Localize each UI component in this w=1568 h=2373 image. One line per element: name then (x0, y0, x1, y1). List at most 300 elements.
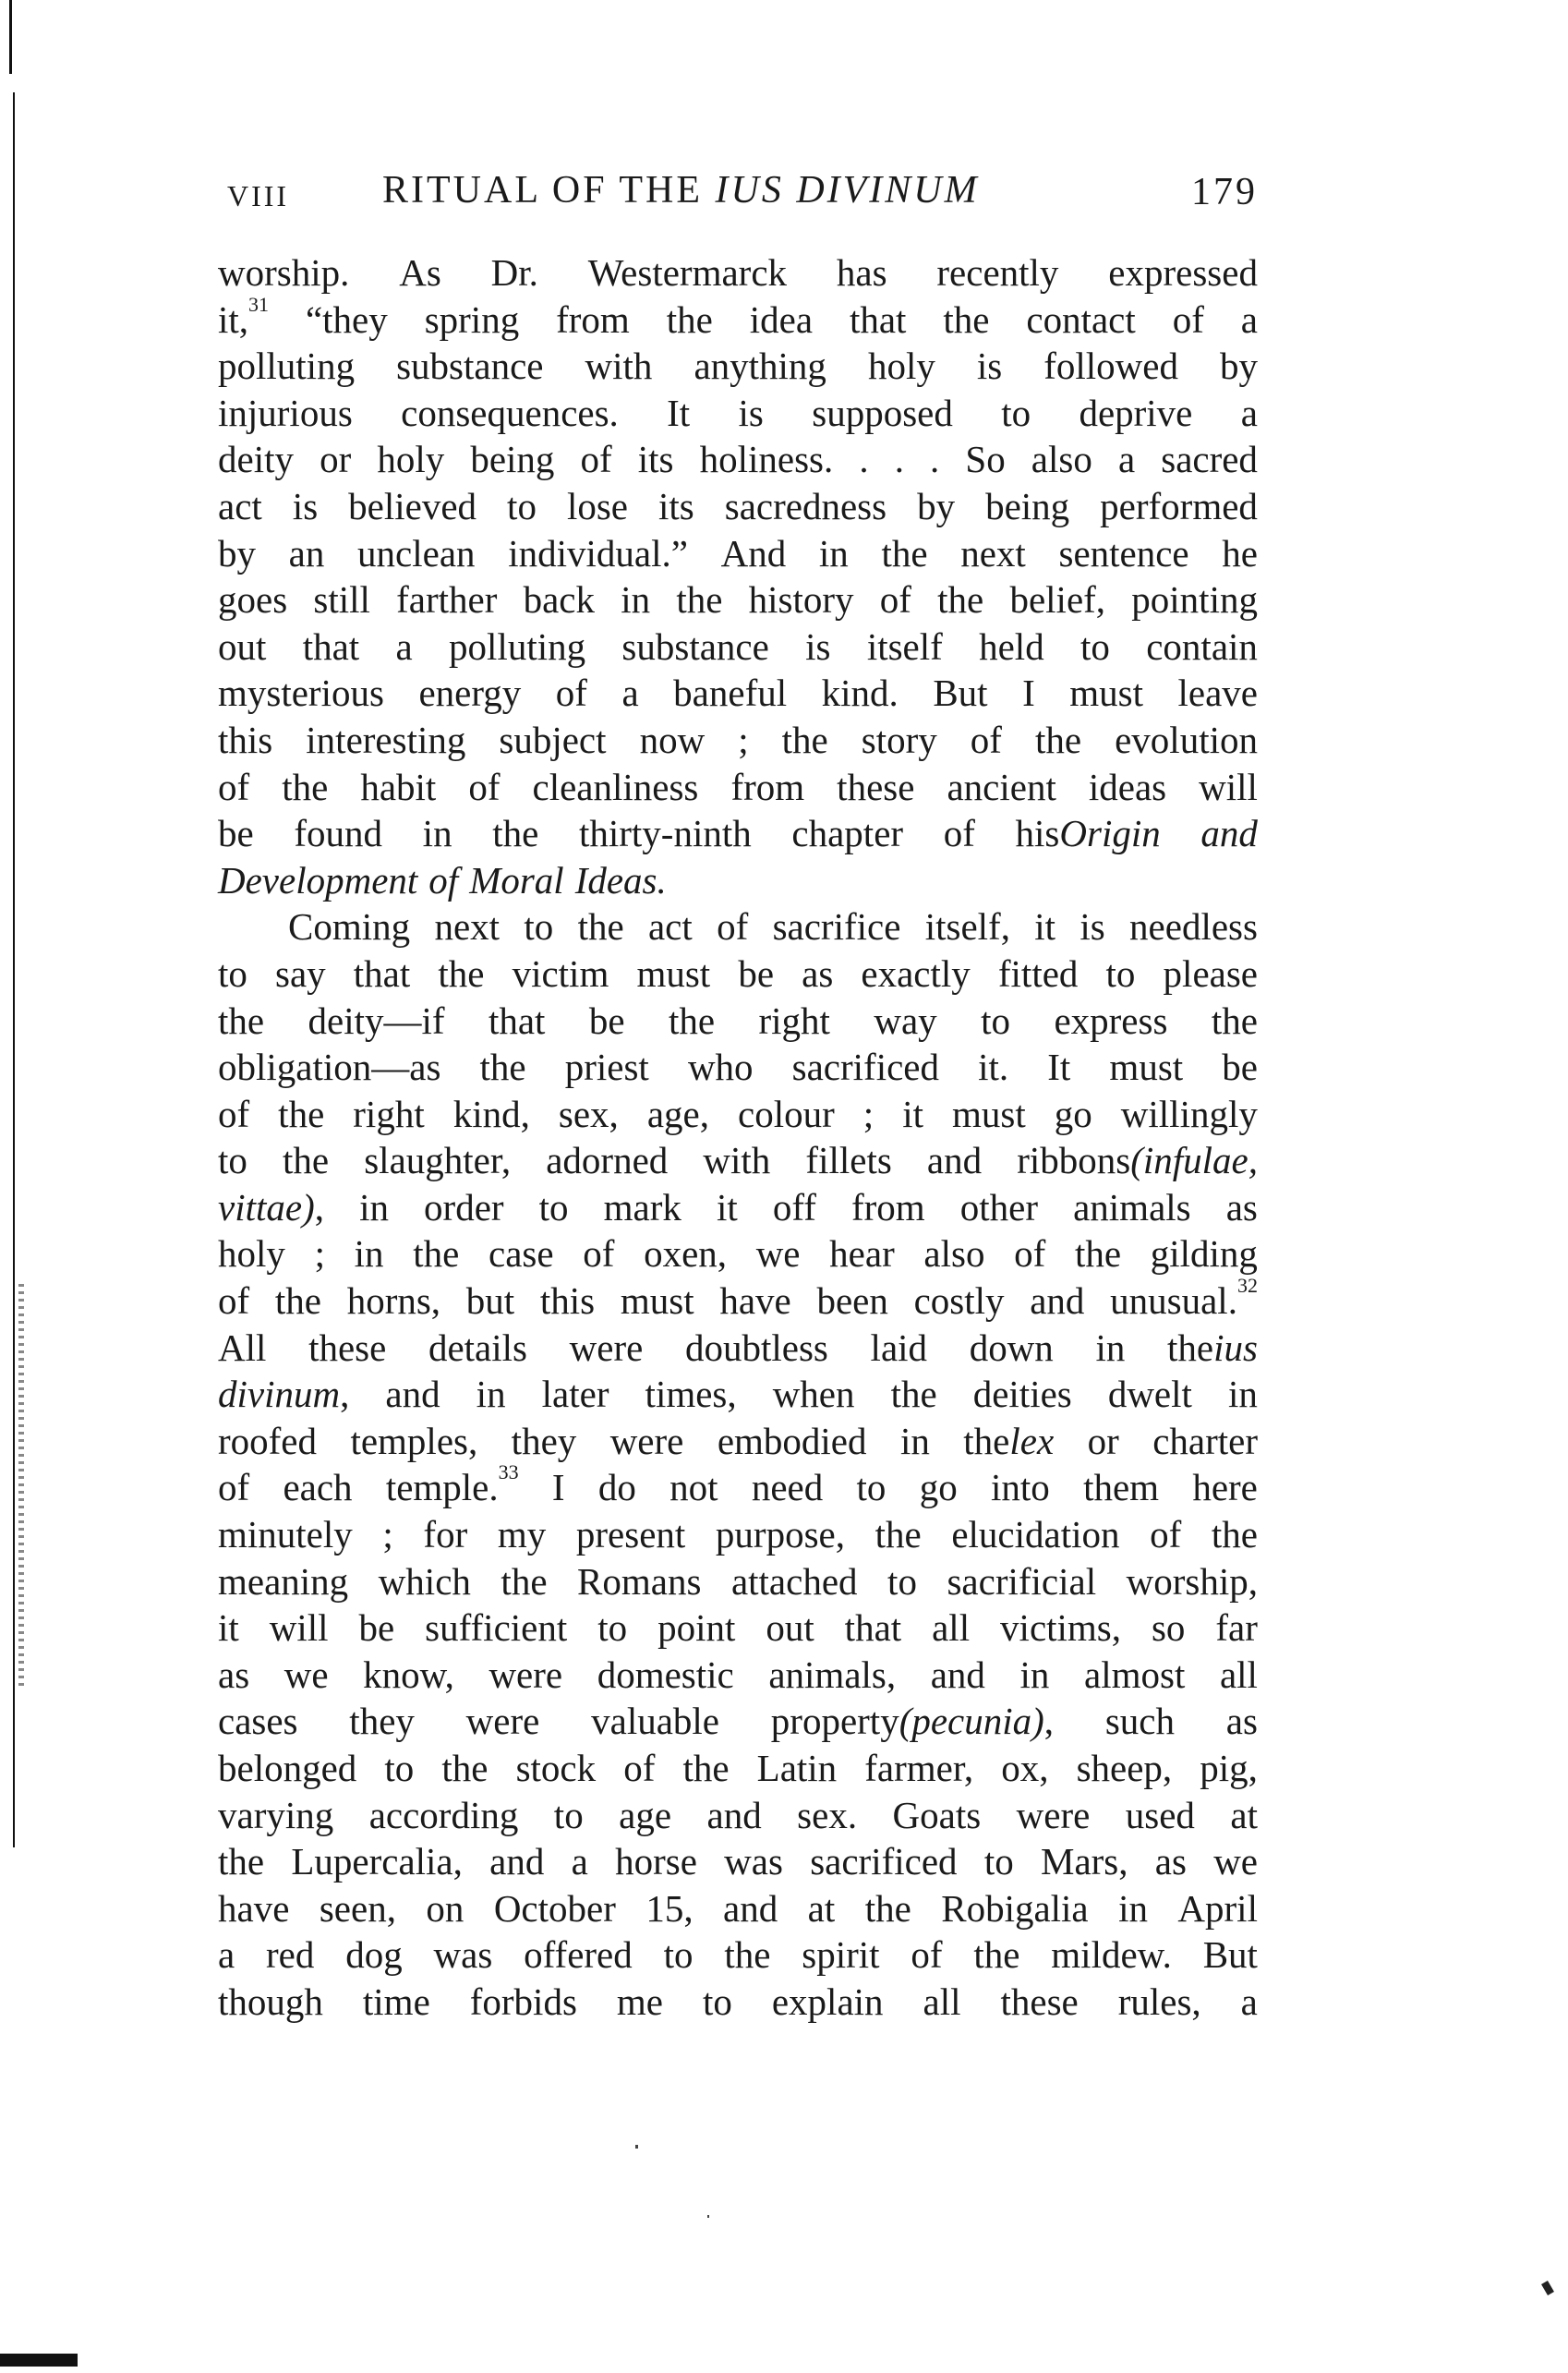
text: property (770, 1700, 899, 1743)
word (570, 1325, 644, 1372)
word (756, 1230, 801, 1277)
word (973, 1931, 1019, 1979)
text: the (413, 1232, 460, 1276)
text: to (1001, 391, 1031, 434)
text: attached (730, 1559, 858, 1603)
text: . (859, 438, 869, 481)
text: dwelt (1107, 1373, 1192, 1416)
text: must (636, 951, 711, 995)
text: a (218, 1933, 235, 1977)
word (1215, 1604, 1258, 1652)
word (572, 1838, 588, 1885)
word (1031, 436, 1092, 483)
text: substance (621, 624, 769, 668)
word (937, 576, 983, 624)
text: believed (348, 484, 477, 527)
text: in (1095, 1326, 1126, 1369)
text: sufficient (425, 1606, 568, 1650)
text: in (354, 1232, 384, 1276)
word (552, 1464, 565, 1511)
word (379, 1558, 471, 1605)
text: of (717, 905, 749, 949)
word (658, 483, 694, 530)
text: out (766, 1606, 814, 1650)
word (1075, 1230, 1121, 1277)
text: of (943, 812, 975, 855)
text: itself, (924, 905, 1010, 949)
text: this (218, 718, 273, 761)
word (1017, 1137, 1258, 1184)
text: April (1177, 1886, 1258, 1930)
word (717, 1184, 738, 1231)
text: embodied (717, 1419, 867, 1462)
text-line (218, 1044, 1258, 1091)
word (645, 1885, 693, 1932)
text: expressed (1108, 251, 1258, 294)
text: ribbons (1017, 1139, 1131, 1182)
word (423, 810, 452, 857)
word (1127, 1558, 1258, 1605)
word (291, 1838, 463, 1885)
text: has (836, 251, 887, 294)
text: of (911, 1933, 943, 1977)
word (282, 764, 328, 811)
text: roofed (218, 1419, 318, 1462)
word (621, 624, 768, 671)
text: contact (1026, 297, 1136, 341)
italic-text: of (428, 858, 459, 902)
text: being (470, 438, 555, 481)
word (875, 1511, 922, 1558)
word (673, 670, 787, 717)
text: subject (499, 718, 607, 761)
word (1155, 1838, 1187, 1885)
word (647, 1091, 709, 1138)
word (721, 530, 787, 577)
text: to (384, 1747, 415, 1789)
text: details (428, 1326, 527, 1369)
text: evolution (1115, 718, 1258, 761)
text: will (1199, 765, 1258, 808)
text: age (619, 1793, 672, 1836)
text: anything (694, 345, 826, 388)
text: as (1154, 1840, 1187, 1883)
word (597, 1652, 734, 1699)
italic-text: vittae) (218, 1185, 315, 1229)
word (313, 576, 370, 624)
word (275, 1277, 321, 1325)
word (498, 1511, 546, 1558)
word (621, 670, 638, 717)
text: is (1080, 905, 1105, 949)
text: must (1109, 1046, 1184, 1089)
word (979, 624, 1044, 671)
text-line (218, 670, 1258, 717)
text: baneful (673, 672, 788, 715)
text: that (844, 1606, 902, 1650)
word (1043, 343, 1178, 390)
text: , (314, 1185, 324, 1229)
text: consequences. (401, 391, 619, 434)
word (470, 1979, 577, 2026)
word (941, 1885, 1088, 1932)
text: injurious (218, 391, 353, 434)
word (911, 1931, 942, 1979)
word (1034, 903, 1055, 950)
word (1088, 1418, 1119, 1465)
word (278, 1091, 324, 1138)
word (810, 1838, 957, 1885)
text: sheep, (1076, 1747, 1173, 1789)
word (930, 436, 939, 483)
word (1228, 1371, 1258, 1418)
word (270, 1604, 329, 1652)
word (423, 1511, 467, 1558)
text-line (218, 576, 1258, 624)
text: to (1105, 951, 1136, 995)
word (218, 1698, 298, 1745)
text: adorned (546, 1139, 669, 1182)
text: sacredness (724, 484, 887, 527)
text: kind. (821, 672, 899, 715)
italic-text: Ideas. (574, 858, 667, 902)
text: mysterious (218, 672, 384, 715)
text: point (657, 1606, 736, 1650)
text: say (275, 951, 326, 995)
running-head (227, 168, 1258, 224)
word (441, 1745, 488, 1792)
text: it (218, 1606, 239, 1650)
word (576, 1511, 685, 1558)
word (577, 1558, 701, 1605)
word (494, 1885, 616, 1932)
text: of (970, 718, 1002, 761)
word (1069, 670, 1143, 717)
word (348, 483, 476, 530)
text: being (985, 484, 1070, 527)
text: the (943, 297, 990, 341)
text: next (960, 531, 1026, 575)
text: all (932, 1606, 971, 1650)
word (845, 1604, 901, 1652)
word (970, 1325, 1054, 1372)
text-line (218, 1838, 1258, 1885)
word (1001, 390, 1031, 437)
text: and (1030, 1279, 1085, 1323)
word (542, 1371, 609, 1418)
word (623, 1745, 655, 1792)
text: now (639, 718, 706, 761)
text: must (952, 1092, 1026, 1135)
word (703, 1979, 732, 2026)
text: in (422, 812, 452, 855)
word (524, 1931, 633, 1979)
text: times, (645, 1373, 737, 1416)
word (1118, 436, 1135, 483)
text: mildew. (1051, 1933, 1172, 1977)
word (1115, 717, 1258, 764)
text: to (553, 1793, 584, 1836)
text: all (1219, 1653, 1258, 1696)
word (469, 857, 564, 904)
word (1079, 390, 1192, 437)
text: each (283, 1466, 353, 1509)
text: minutely (218, 1513, 353, 1556)
word (364, 1137, 511, 1184)
word (218, 1418, 317, 1465)
word (434, 1931, 493, 1979)
text: we (755, 1232, 801, 1276)
italic-text: lex (1009, 1419, 1055, 1462)
word (554, 1792, 584, 1839)
word (401, 390, 619, 437)
text: he (1222, 531, 1258, 575)
word (218, 1044, 440, 1091)
binding-edge-line (13, 92, 15, 1847)
word (685, 1325, 828, 1372)
word (218, 717, 272, 764)
text: the (874, 1513, 922, 1556)
text: were (1016, 1793, 1091, 1836)
word (1200, 810, 1258, 857)
word (466, 1698, 540, 1745)
text: substance (396, 345, 544, 388)
text: individual.” (508, 531, 688, 575)
word (1118, 1979, 1201, 2026)
text: habit (360, 765, 437, 808)
running-title (382, 168, 980, 212)
word (914, 1277, 1005, 1325)
text: chapter (791, 812, 904, 855)
word (657, 1604, 735, 1652)
word (640, 717, 706, 764)
text: that (488, 999, 546, 1042)
word (984, 1838, 1014, 1885)
word (218, 810, 254, 857)
text: of (623, 1747, 656, 1789)
word (933, 670, 987, 717)
word (925, 903, 1010, 950)
word (1041, 1838, 1128, 1885)
word (489, 1838, 544, 1885)
text: held (979, 624, 1044, 668)
word (1017, 1792, 1091, 1839)
text: ancient (947, 765, 1056, 808)
text: stock (515, 1747, 597, 1789)
word (893, 1792, 982, 1839)
word (1047, 1044, 1070, 1091)
word (218, 1558, 348, 1605)
text-line (218, 717, 1258, 764)
word (1001, 1745, 1048, 1792)
text: . (930, 438, 940, 481)
word (1213, 1838, 1258, 1885)
text: case (488, 1232, 554, 1276)
word (1100, 483, 1258, 530)
text: recently (936, 251, 1059, 294)
text: have (218, 1886, 290, 1930)
word (1089, 764, 1166, 811)
word (757, 1745, 838, 1792)
word (567, 483, 628, 530)
word (867, 624, 943, 671)
text: cases (218, 1700, 298, 1743)
word (1152, 1418, 1258, 1465)
text: from (850, 1185, 925, 1229)
word (1106, 950, 1136, 998)
word (499, 717, 606, 764)
text: were (465, 1700, 540, 1743)
word (426, 1885, 464, 1932)
word (725, 483, 887, 530)
text: the (669, 999, 716, 1042)
text: spirit (802, 1933, 880, 1977)
word (218, 1137, 247, 1184)
word (1164, 950, 1258, 998)
text: to (981, 999, 1011, 1042)
word (973, 1371, 1072, 1418)
text: a (571, 1840, 588, 1883)
word (1118, 1885, 1148, 1932)
text: when (772, 1373, 855, 1416)
word (880, 576, 911, 624)
word (1199, 764, 1258, 811)
word (887, 1558, 917, 1605)
text: this (539, 1279, 596, 1323)
word (1152, 1604, 1185, 1652)
text: It (667, 391, 691, 434)
text: costly (913, 1279, 1005, 1323)
word (385, 1371, 440, 1418)
text: also (923, 1232, 985, 1276)
word (1110, 1274, 1258, 1325)
word (449, 624, 585, 671)
word (850, 297, 906, 344)
word (1016, 810, 1161, 857)
word (1167, 1325, 1258, 1372)
word (347, 1277, 440, 1325)
text: Mars, (1040, 1840, 1128, 1883)
word (619, 1792, 671, 1839)
text: it (716, 1185, 738, 1229)
word (1126, 1792, 1195, 1839)
text: age, (646, 1092, 709, 1135)
word (413, 1230, 459, 1277)
word (589, 998, 625, 1045)
word (1212, 998, 1258, 1045)
text: by (1220, 345, 1258, 388)
word (357, 530, 475, 577)
word (1230, 1792, 1258, 1839)
word (1177, 1885, 1258, 1932)
word (359, 1604, 395, 1652)
text: doubtless (684, 1326, 828, 1369)
text: was (724, 1840, 783, 1883)
word (579, 810, 752, 857)
word (218, 1604, 239, 1652)
text: is (976, 345, 1003, 388)
word (428, 857, 458, 904)
text-line (218, 1325, 1258, 1372)
text: as (1225, 1185, 1258, 1229)
text: next (434, 905, 501, 949)
text: almost (1084, 1653, 1186, 1696)
text: a (1240, 391, 1258, 434)
word (667, 390, 690, 437)
word (648, 903, 693, 950)
word (507, 483, 537, 530)
word (816, 1277, 887, 1325)
text: act (218, 484, 262, 527)
text-line (218, 343, 1258, 390)
word (488, 998, 545, 1045)
word (868, 343, 935, 390)
word (218, 998, 264, 1045)
word (425, 297, 520, 344)
word (1083, 1464, 1159, 1511)
text: in (899, 1419, 930, 1462)
text: valuable (591, 1700, 720, 1743)
word (864, 1745, 973, 1792)
text: that (849, 297, 907, 341)
word (731, 1558, 858, 1605)
text: to (524, 905, 554, 949)
word (1173, 297, 1204, 344)
text: victim (512, 951, 609, 995)
text: to (663, 1933, 694, 1977)
text: the (890, 1373, 937, 1416)
text: pointing (1131, 578, 1258, 622)
text: be (218, 812, 254, 855)
text-line (218, 483, 1258, 530)
word (917, 483, 955, 530)
italic-text: Origin (1059, 812, 1161, 855)
word (871, 1325, 927, 1372)
text-line (218, 1604, 1258, 1652)
word (667, 297, 713, 344)
word (218, 1464, 249, 1511)
body-text (218, 249, 1258, 2026)
word (808, 1885, 836, 1932)
word (345, 1931, 403, 1979)
text: history (748, 578, 854, 622)
word (947, 1558, 1096, 1605)
running-title-italic: IUS DIVINUM (715, 169, 980, 212)
text: the (274, 1279, 321, 1323)
text: sacrificed (810, 1840, 958, 1883)
text: of (583, 1232, 615, 1276)
word (802, 1931, 879, 1979)
word (396, 576, 497, 624)
word (1077, 1745, 1173, 1792)
text: itself (866, 624, 943, 668)
text: Goats (892, 1793, 982, 1836)
text: the (479, 1046, 526, 1089)
text: it, (218, 297, 249, 341)
italic-text: (pecunia) (899, 1700, 1044, 1743)
word (218, 1979, 323, 2026)
text-line (218, 1511, 1258, 1558)
word (218, 483, 262, 530)
word (865, 1885, 911, 1932)
text: time (362, 1980, 430, 2023)
text: be (588, 999, 625, 1042)
text: as (218, 1653, 250, 1696)
text-line (218, 1979, 1258, 2026)
text: do (597, 1466, 636, 1509)
word (306, 717, 465, 764)
text: in (621, 578, 651, 622)
